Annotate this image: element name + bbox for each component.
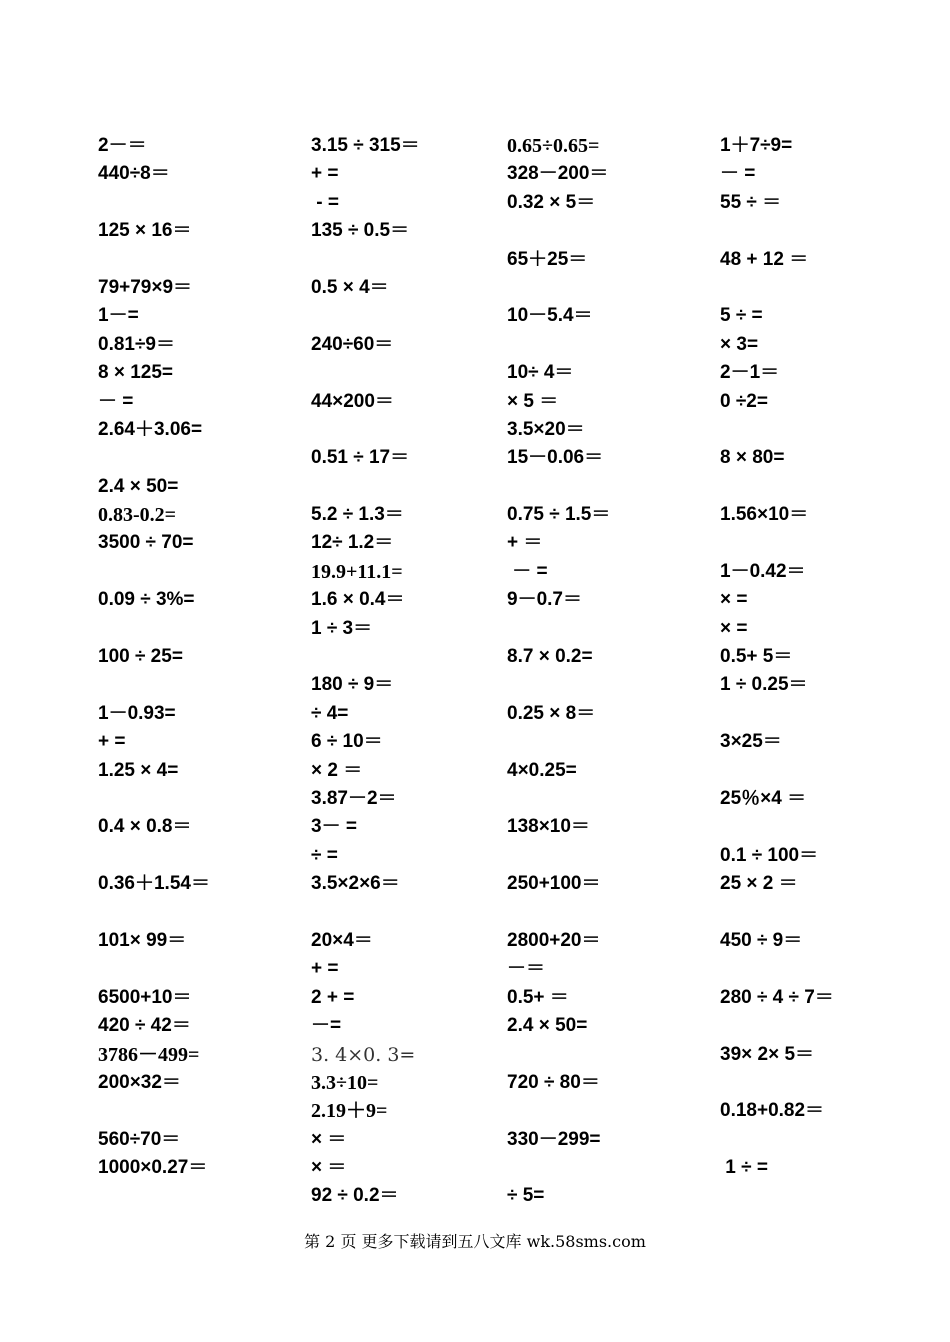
- problem-line: 1.6 × 0.4＝: [311, 589, 405, 611]
- problem-line: 0.65÷0.65=: [507, 135, 600, 157]
- problem-line: [98, 246, 210, 274]
- problem-line: －=: [311, 1015, 342, 1037]
- problem-line: 3×25＝: [720, 731, 782, 753]
- problem-line: 1.56×10＝: [720, 504, 809, 526]
- problem-line: 25 × 2 ＝: [720, 873, 798, 895]
- problem-line: × =: [720, 617, 748, 639]
- problem-line: [98, 444, 210, 472]
- problem-line: 1－0.42＝: [720, 560, 806, 582]
- problem-line: [507, 671, 610, 699]
- problem-line: 15－0.06＝: [507, 447, 604, 469]
- problem-line: 2.4 × 50=: [98, 475, 179, 497]
- problem-line: 1 ÷ 3＝: [311, 617, 373, 639]
- problem-line: 420 ÷ 42＝: [98, 1015, 191, 1037]
- problem-line: [507, 785, 610, 813]
- problem-line: 44×200＝: [311, 390, 394, 412]
- problem-line: 5 ÷ =: [720, 305, 763, 327]
- problem-line: 3.87－2＝: [311, 787, 397, 809]
- problem-line: [98, 558, 210, 586]
- problem-line: 8.7 × 0.2=: [507, 646, 593, 668]
- problem-line: [720, 757, 834, 785]
- problem-line: [507, 728, 610, 756]
- problem-line: － =: [720, 163, 756, 185]
- problem-line: ÷ 4=: [311, 702, 349, 724]
- problem-line: 0.25 × 8＝: [507, 702, 596, 724]
- problem-line: × 5 ＝: [507, 390, 559, 412]
- problem-line: 5.2 ÷ 1.3＝: [311, 504, 404, 526]
- problem-line: [311, 359, 420, 387]
- problem-line: [507, 217, 610, 245]
- problem-line: [98, 842, 210, 870]
- problem-line: [720, 899, 834, 927]
- problem-line: 19.9+11.1=: [311, 560, 403, 583]
- problem-line: 328－200＝: [507, 163, 609, 185]
- problem-line: 1000×0.27＝: [98, 1157, 208, 1179]
- problem-line: 0.75 ÷ 1.5＝: [507, 504, 611, 526]
- problem-line: 240÷60＝: [311, 333, 394, 355]
- problem-line: ÷ 5=: [507, 1185, 545, 1207]
- problem-line: [507, 1097, 610, 1125]
- problem-line: 25％×4 ＝: [720, 787, 807, 809]
- problem-line: 100 ÷ 25=: [98, 646, 183, 668]
- problem-line: [311, 302, 420, 330]
- problem-line: [720, 416, 834, 444]
- problem-line: + ＝: [507, 532, 543, 554]
- problem-line: 250+100＝: [507, 873, 601, 895]
- problem-line: 1 ÷ 0.25＝: [720, 674, 808, 696]
- problem-line: [311, 416, 420, 444]
- problem-line: [720, 217, 834, 245]
- problem-line: 65＋25＝: [507, 248, 588, 270]
- problem-line: + =: [311, 163, 339, 185]
- problem-line: [311, 473, 420, 501]
- problem-line: 440÷8＝: [98, 163, 170, 185]
- problem-line: [507, 473, 610, 501]
- problem-line: [98, 189, 210, 217]
- problem-line: [507, 1154, 610, 1182]
- problem-line: 450 ÷ 9＝: [720, 929, 803, 951]
- problem-line: 0.5+ 5＝: [720, 646, 793, 668]
- problem-line: [720, 1012, 834, 1040]
- problem-line: 3500 ÷ 70=: [98, 532, 194, 554]
- problem-line: 2 + =: [311, 986, 355, 1008]
- problem-line: 10÷ 4＝: [507, 362, 574, 384]
- problem-line: [720, 1069, 834, 1097]
- problem-line: 560÷70＝: [98, 1128, 181, 1150]
- problem-line: [507, 1041, 610, 1069]
- problem-line: 10－5.4＝: [507, 305, 593, 327]
- problem-line: 1 ÷ =: [720, 1157, 768, 1179]
- problem-line: 1＋7÷9=: [720, 135, 793, 156]
- problem-line: － =: [98, 390, 134, 412]
- problem-line: 2800+20＝: [507, 929, 601, 951]
- problem-line: 9－0.7＝: [507, 589, 582, 611]
- problem-line: [507, 331, 610, 359]
- problem-line: [98, 785, 210, 813]
- problem-line: 39× 2× 5＝: [720, 1043, 815, 1065]
- problem-line: 135 ÷ 0.5＝: [311, 220, 410, 242]
- problem-line: 3.15 ÷ 315＝: [311, 135, 420, 156]
- problem-line: 3.5×2×6＝: [311, 873, 400, 895]
- problem-line: 0.09 ÷ 3%=: [98, 589, 195, 611]
- problem-line: 330－299=: [507, 1128, 601, 1150]
- problem-line: 12÷ 1.2＝: [311, 532, 394, 554]
- problem-line: 2.4 × 50=: [507, 1015, 588, 1037]
- page-footer: 第 2 页 更多下载请到五八文库 wk.58sms.com: [304, 1232, 646, 1251]
- problem-line: 6500+10＝: [98, 986, 192, 1008]
- problem-line: 3786－499=: [98, 1043, 200, 1066]
- problem-line: 101× 99＝: [98, 929, 187, 951]
- problem-line: 2－1＝: [720, 362, 780, 384]
- problem-line: 3.5×20＝: [507, 418, 585, 440]
- problem-line: 6 ÷ 10＝: [311, 731, 383, 753]
- problem-line: ÷ =: [311, 844, 338, 866]
- problem-line: 0.81÷9＝: [98, 333, 175, 355]
- problem-line: × ＝: [311, 1157, 347, 1179]
- problem-line: 0.32 × 5＝: [507, 191, 596, 213]
- problem-line: × ＝: [311, 1128, 347, 1150]
- problem-line: 0.36＋1.54＝: [98, 873, 210, 895]
- problem-line: 0.83-0.2=: [98, 504, 177, 527]
- column-3: [507, 132, 610, 1211]
- problem-line: 138×10＝: [507, 816, 590, 838]
- problem-line: × =: [720, 589, 748, 611]
- problem-line: 3. 4×0. 3=: [311, 1043, 416, 1066]
- problem-line: [98, 1097, 210, 1125]
- column-1: [98, 132, 210, 1182]
- problem-line: × 3=: [720, 333, 759, 355]
- column-2: [311, 132, 420, 1211]
- problem-line: [98, 955, 210, 983]
- problem-line: [311, 246, 420, 274]
- problem-line: 92 ÷ 0.2＝: [311, 1185, 399, 1207]
- problem-line: [98, 615, 210, 643]
- problem-line: 2－＝: [98, 135, 147, 156]
- problem-line: 720 ÷ 80＝: [507, 1071, 600, 1093]
- problem-line: + =: [98, 731, 126, 753]
- problem-line: 0.5+ ＝: [507, 986, 569, 1008]
- problem-line: 280 ÷ 4 ÷ 7＝: [720, 986, 834, 1008]
- problem-line: 8 × 80=: [720, 447, 785, 469]
- problem-line: 0.5 × 4＝: [311, 276, 389, 298]
- problem-line: [720, 813, 834, 841]
- problem-line: - =: [311, 191, 339, 213]
- problem-line: 3.3÷10=: [311, 1071, 379, 1094]
- problem-line: × 2 ＝: [311, 759, 363, 781]
- problem-line: 1－0.93=: [98, 702, 176, 724]
- problem-line: 3－ =: [311, 816, 357, 838]
- problem-line: [507, 899, 610, 927]
- problem-line: －＝: [507, 958, 546, 980]
- problem-line: 0.51 ÷ 17＝: [311, 447, 410, 469]
- problem-line: [98, 671, 210, 699]
- problem-line: 1－=: [98, 305, 139, 327]
- problem-line: [720, 1126, 834, 1154]
- problem-line: 0 ÷2=: [720, 390, 768, 412]
- problem-line: 200×32＝: [98, 1071, 181, 1093]
- problem-line: [507, 842, 610, 870]
- problem-line: [98, 899, 210, 927]
- problem-line: [311, 643, 420, 671]
- problem-line: [720, 473, 834, 501]
- problem-line: [311, 899, 420, 927]
- problem-line: 0.4 × 0.8＝: [98, 816, 192, 838]
- problem-line: － =: [507, 560, 548, 582]
- problem-line: 180 ÷ 9＝: [311, 674, 394, 696]
- problem-line: [720, 529, 834, 557]
- problem-line: 4×0.25=: [507, 759, 577, 781]
- problem-line: 0.1 ÷ 100＝: [720, 844, 819, 866]
- problem-line: 79+79×9＝: [98, 276, 193, 298]
- problem-line: 55 ÷ ＝: [720, 191, 782, 213]
- problem-line: [720, 700, 834, 728]
- problem-line: 125 × 16＝: [98, 220, 192, 242]
- problem-line: + =: [311, 958, 339, 980]
- problem-line: [507, 615, 610, 643]
- problem-line: 48 + 12 ＝: [720, 248, 809, 270]
- problem-line: 1.25 × 4=: [98, 759, 179, 781]
- column-4: [720, 132, 834, 1182]
- problem-line: [720, 955, 834, 983]
- problem-line: [507, 274, 610, 302]
- problem-line: [720, 274, 834, 302]
- problem-line: 8 × 125=: [98, 362, 174, 384]
- problem-line: 0.18+0.82＝: [720, 1100, 825, 1122]
- problem-line: 2.19＋9=: [311, 1100, 388, 1123]
- problem-line: 20×4＝: [311, 929, 373, 951]
- problem-line: 2.64＋3.06=: [98, 418, 203, 440]
